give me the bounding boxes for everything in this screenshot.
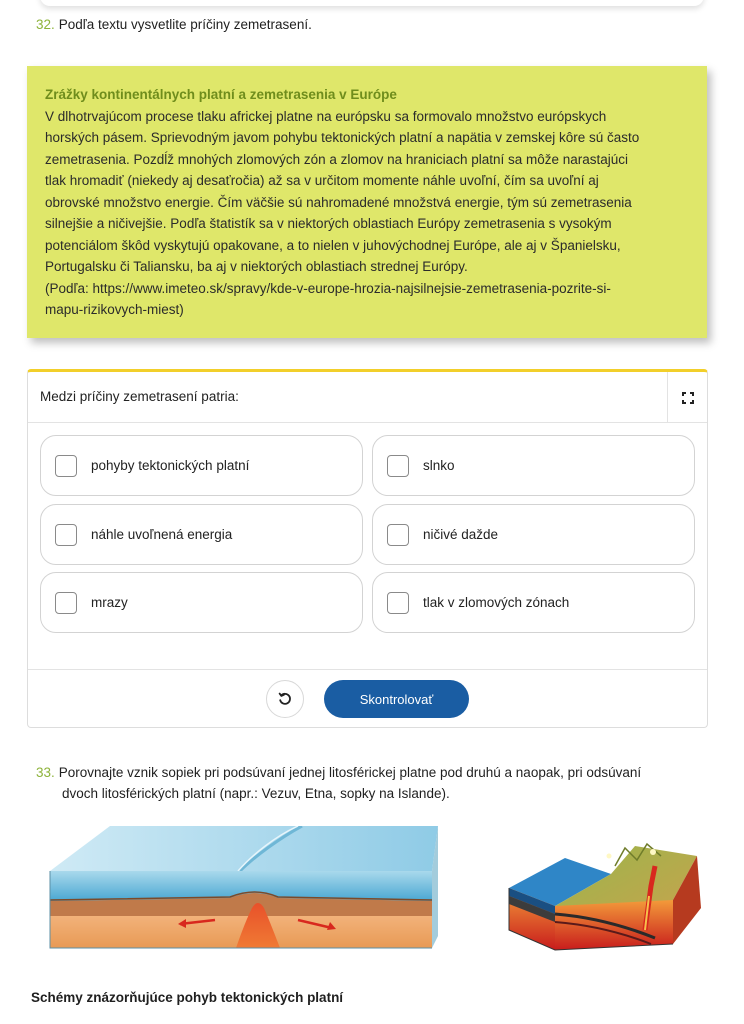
option-label: ničivé dažde <box>423 527 499 542</box>
figure-caption: Schémy znázorňujúce pohyb tektonických platní <box>31 990 344 1005</box>
info-box-line: horských pásem. Sprievodným javom pohybu tektonických platní a napätia v zemskej kôre sú často <box>45 130 640 145</box>
checkbox[interactable] <box>55 592 77 614</box>
option-label: pohyby tektonických platní <box>91 458 250 473</box>
checkbox[interactable] <box>387 592 409 614</box>
quiz-option[interactable] <box>372 435 695 496</box>
info-box-body <box>45 106 689 278</box>
option-label: mrazy <box>91 595 128 610</box>
source-line: (Podľa: https://www.imeteo.sk/spravy/kde-v-europe-hrozia-najsilnejsie-zemetrasenia-pozrite-si- <box>45 280 611 296</box>
info-box-line: zemetrasenia. Pozdĺž mnohých zlomových zón a zlomov na hraniciach platní sa môže narastajúci <box>45 151 629 167</box>
quiz-prompt: Medzi príčiny zemetrasení patria: <box>40 389 239 404</box>
reset-button[interactable] <box>266 680 304 718</box>
option-label: slnko <box>423 458 455 473</box>
quiz-widget <box>27 369 708 728</box>
subduction-diagram <box>505 826 705 951</box>
reset-icon <box>277 691 293 707</box>
quiz-option[interactable] <box>372 572 695 633</box>
option-label: náhle uvoľnená energia <box>91 527 233 542</box>
diverging-plates-diagram <box>40 826 440 954</box>
checkbox[interactable] <box>387 455 409 477</box>
question-number: 33. <box>36 765 55 780</box>
info-box-line: obrovské množstvo energie. Čím väčšie sú nahromadené množstvá energie, tým sú zemetrasenia <box>45 194 632 210</box>
fullscreen-button[interactable] <box>667 372 707 423</box>
info-box-line: potenciálom škôd vyskytujú opakovane, a to nielen v juhovýchodnej Európe, ale aj v Španielsku, <box>45 237 621 253</box>
question-text-cont: dvoch litosférických platní (napr.: Vezuv, Etna, sopky na Islande). <box>62 786 450 801</box>
question-number: 32. <box>36 17 55 32</box>
quiz-footer <box>28 669 707 728</box>
question-33 <box>36 762 716 804</box>
quiz-option[interactable] <box>40 572 363 633</box>
question-text: Podľa textu vysvetlite príčiny zemetrasení. <box>58 17 312 32</box>
info-box-title: Zrážky kontinentálnych platní a zemetrasenia v Európe <box>45 87 397 102</box>
checkbox[interactable] <box>55 455 77 477</box>
question-text: Porovnajte vznik sopiek pri podsúvaní jednej litosférickej platne pod druhú a naopak, pri odsúvaní <box>58 765 642 780</box>
quiz-option[interactable] <box>40 504 363 565</box>
fullscreen-icon <box>682 392 694 404</box>
check-button[interactable]: Skontrolovať <box>324 680 469 718</box>
quiz-header <box>28 372 707 423</box>
info-box-line: V dlhotrvajúcom procese tlaku africkej platne na európsku sa formovalo množstvo európskych <box>45 108 607 124</box>
checkbox[interactable] <box>55 524 77 546</box>
info-box-line: silnejšie a ničivejšie. Podľa štatistík sa v niektorých oblastiach Európy zemetrasenia s vysokým <box>45 216 612 231</box>
info-box-line: Portugalsku či Taliansku, ba aj v niektorých oblastiach strednej Európy. <box>45 259 468 274</box>
info-box-line: tlak hromadiť (niekedy aj desaťročia) až sa v určitom momente náhle uvoľní, čím sa uvoľní aj <box>45 173 599 188</box>
option-label: tlak v zlomových zónach <box>423 595 570 610</box>
quiz-option[interactable] <box>40 435 363 496</box>
question-32 <box>36 14 312 35</box>
previous-card-edge <box>40 0 704 6</box>
quiz-option[interactable] <box>372 504 695 565</box>
info-box <box>27 66 707 338</box>
source-line: mapu-rizikovych-miest) <box>45 302 184 317</box>
checkbox[interactable] <box>387 524 409 546</box>
info-box-source <box>45 278 689 321</box>
